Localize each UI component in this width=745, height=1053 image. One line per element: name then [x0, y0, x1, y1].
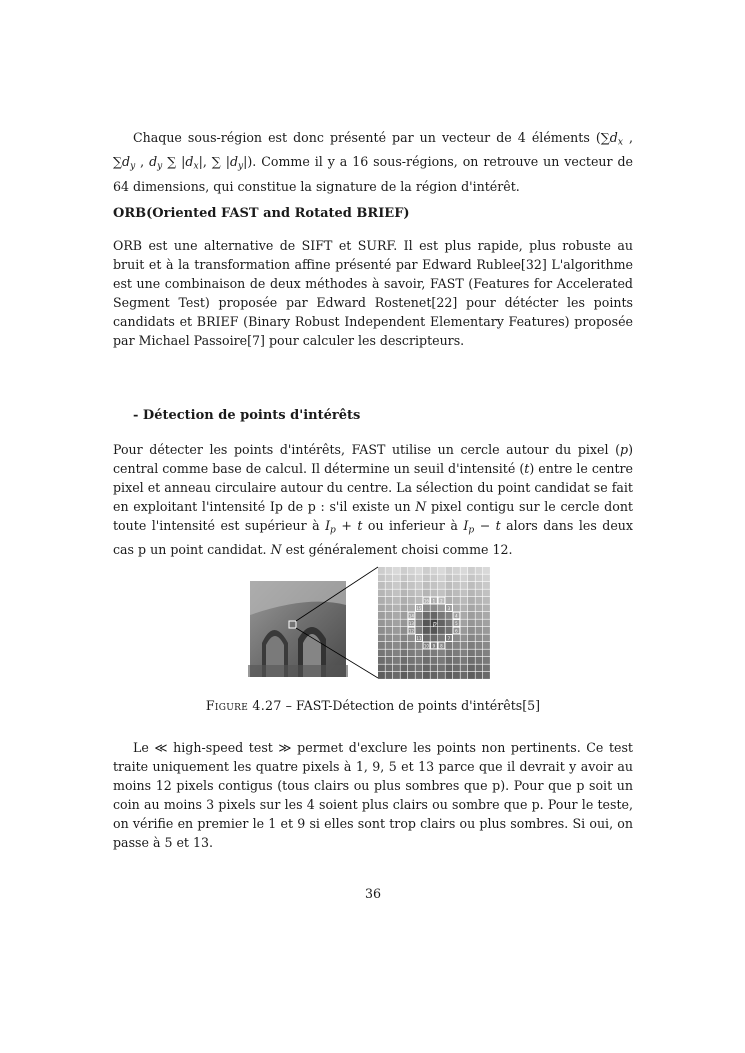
grid-pixel — [401, 567, 408, 574]
text-run: ∑ | — [162, 154, 186, 170]
grid-pixel — [423, 582, 430, 589]
grid-pixel — [446, 597, 453, 604]
grid-pixel — [446, 575, 453, 582]
circle-pixel-label: 4 — [455, 613, 458, 619]
grid-pixel — [461, 657, 468, 664]
circle-pixel-label: 6 — [455, 628, 458, 634]
grid-pixel — [408, 575, 415, 582]
grid-pixel — [401, 582, 408, 589]
grid-pixel — [378, 567, 385, 574]
grid-pixel — [431, 635, 438, 642]
grid-pixel — [416, 627, 423, 634]
circle-pixel-label: 8 — [440, 643, 443, 649]
circle-pixel-label: 7 — [447, 635, 451, 641]
circle-pixel-label: 13 — [408, 620, 414, 626]
grid-pixel — [416, 642, 423, 649]
circle-pixel-label: 15 — [416, 605, 422, 611]
sum-symbol: ∑ — [113, 154, 122, 170]
grid-pixel — [386, 642, 393, 649]
math-var: t — [524, 461, 530, 476]
grid-pixel — [393, 657, 400, 664]
grid-pixel — [446, 590, 453, 597]
grid-pixel — [461, 642, 468, 649]
grid-pixel — [408, 650, 415, 657]
section-heading-detection: - Détection de points d'intérêts — [133, 408, 361, 423]
grid-pixel — [438, 590, 445, 597]
math-subscript: x — [193, 161, 199, 172]
grid-pixel — [378, 642, 385, 649]
grid-pixel — [438, 582, 445, 589]
grid-pixel — [476, 605, 483, 612]
grid-pixel — [408, 605, 415, 612]
grid-pixel — [393, 567, 400, 574]
text-run: pixel contigu sur le cercle dont toute l'intensité est supérieur à — [113, 499, 633, 533]
grid-pixel — [423, 590, 430, 597]
grid-pixel — [453, 590, 460, 597]
grid-pixel — [378, 635, 385, 642]
grid-pixel — [423, 605, 430, 612]
grid-pixel — [461, 582, 468, 589]
grid-pixel — [423, 620, 430, 627]
grid-pixel — [386, 650, 393, 657]
circle-pixel-label: 5 — [455, 620, 458, 626]
fast-detection-figure — [248, 565, 498, 680]
grid-pixel — [393, 605, 400, 612]
grid-pixel — [378, 650, 385, 657]
grid-pixel — [446, 672, 453, 679]
grid-pixel — [423, 657, 430, 664]
text-run: |, ∑ | — [198, 154, 230, 170]
text-run: − — [474, 518, 496, 533]
grid-pixel — [476, 672, 483, 679]
figure-caption — [113, 696, 633, 715]
grid-pixel — [416, 650, 423, 657]
grid-pixel — [386, 627, 393, 634]
math-var: I — [463, 518, 469, 533]
grid-pixel — [446, 620, 453, 627]
grid-pixel — [431, 665, 438, 672]
grid-pixel — [401, 650, 408, 657]
circle-pixel-label: 9 — [432, 643, 436, 649]
grid-pixel — [416, 575, 423, 582]
text-run: , — [135, 154, 150, 170]
grid-pixel — [378, 612, 385, 619]
math-var: d — [185, 154, 194, 170]
grid-pixel — [401, 597, 408, 604]
grid-pixel — [468, 620, 475, 627]
grid-pixel — [483, 665, 490, 672]
grid-pixel — [438, 575, 445, 582]
grid-pixel — [423, 575, 430, 582]
grid-pixel — [431, 575, 438, 582]
grid-pixel — [408, 597, 415, 604]
grid-pixel — [461, 597, 468, 604]
math-var: t — [495, 518, 501, 533]
grid-pixel — [446, 657, 453, 664]
circle-pixel-label: 1 — [432, 598, 436, 604]
grid-pixel — [446, 612, 453, 619]
grid-pixel — [476, 635, 483, 642]
text-run: , — [622, 130, 633, 145]
grid-pixel — [468, 657, 475, 664]
grid-pixel — [438, 665, 445, 672]
grid-pixel — [393, 590, 400, 597]
grid-pixel — [393, 635, 400, 642]
grid-pixel — [446, 665, 453, 672]
grid-pixel — [468, 590, 475, 597]
center-pixel-label: p — [432, 620, 437, 628]
grid-pixel — [431, 672, 438, 679]
grid-pixel — [468, 582, 475, 589]
grid-pixel — [446, 582, 453, 589]
grid-pixel — [431, 650, 438, 657]
grid-pixel — [386, 620, 393, 627]
grid-pixel — [446, 642, 453, 649]
math-subscript: y — [157, 161, 163, 172]
circle-pixel-label: 3 — [447, 605, 451, 611]
grid-pixel — [453, 567, 460, 574]
grid-pixel — [483, 575, 490, 582]
grid-pixel — [483, 582, 490, 589]
math-var: N — [270, 542, 282, 558]
grid-pixel — [438, 605, 445, 612]
grid-pixel — [401, 657, 408, 664]
grid-pixel — [483, 605, 490, 612]
grid-pixel — [483, 590, 490, 597]
grid-pixel — [386, 605, 393, 612]
grid-pixel — [483, 642, 490, 649]
text-run: ) central comme base de calcul. Il détermine un seuil d'intensité ( — [113, 442, 633, 476]
grid-pixel — [416, 597, 423, 604]
grid-pixel — [393, 575, 400, 582]
grid-pixel — [431, 582, 438, 589]
grid-pixel — [386, 590, 393, 597]
grid-pixel — [423, 567, 430, 574]
grid-pixel — [378, 597, 385, 604]
grid-pixel — [423, 627, 430, 634]
text-run: Pour détecter les points d'intérêts, FAST utilise un cercle autour du pixel ( — [113, 442, 621, 457]
grid-pixel — [453, 635, 460, 642]
grid-pixel — [468, 612, 475, 619]
grid-pixel — [416, 620, 423, 627]
grid-pixel — [408, 582, 415, 589]
grid-pixel — [378, 620, 385, 627]
grid-pixel — [461, 567, 468, 574]
grid-pixel — [401, 612, 408, 619]
grid-pixel — [401, 590, 408, 597]
grid-pixel — [416, 657, 423, 664]
grid-pixel — [386, 657, 393, 664]
grid-pixel — [476, 567, 483, 574]
grid-pixel — [453, 657, 460, 664]
grid-pixel — [393, 650, 400, 657]
grid-pixel — [378, 575, 385, 582]
grid-pixel — [453, 650, 460, 657]
math-var: I — [325, 518, 331, 533]
grid-pixel — [386, 575, 393, 582]
grid-pixel — [461, 605, 468, 612]
grid-pixel — [378, 665, 385, 672]
grid-pixel — [483, 635, 490, 642]
grid-pixel — [423, 665, 430, 672]
grid-pixel — [408, 635, 415, 642]
grid-pixel — [476, 650, 483, 657]
grid-pixel — [483, 657, 490, 664]
grid-pixel — [438, 627, 445, 634]
grid-pixel — [461, 620, 468, 627]
page-number: 36 — [364, 886, 382, 901]
grid-pixel — [431, 657, 438, 664]
grid-pixel — [401, 672, 408, 679]
grid-pixel — [438, 620, 445, 627]
grid-pixel — [476, 597, 483, 604]
grid-pixel — [468, 642, 475, 649]
grid-pixel — [438, 612, 445, 619]
grid-pixel — [461, 635, 468, 642]
grid-pixel — [378, 657, 385, 664]
text-run: + — [335, 518, 358, 533]
grid-pixel — [416, 672, 423, 679]
grid-pixel — [453, 665, 460, 672]
grid-pixel — [476, 642, 483, 649]
grid-pixel — [431, 590, 438, 597]
grid-pixel — [461, 612, 468, 619]
grid-pixel — [453, 642, 460, 649]
grid-pixel — [416, 665, 423, 672]
grid-pixel — [393, 627, 400, 634]
grid-pixel — [431, 567, 438, 574]
grid-pixel — [461, 672, 468, 679]
grid-pixel — [386, 612, 393, 619]
grid-pixel — [401, 635, 408, 642]
grid-pixel — [393, 620, 400, 627]
grid-pixel — [408, 672, 415, 679]
circle-pixel-label: 14 — [408, 613, 414, 619]
grid-pixel — [386, 567, 393, 574]
grid-pixel — [393, 665, 400, 672]
grid-pixel — [483, 597, 490, 604]
grid-pixel — [423, 672, 430, 679]
grid-pixel — [446, 650, 453, 657]
text-run: alors dans les deux cas p un point candidat. — [113, 518, 633, 558]
grid-pixel — [386, 665, 393, 672]
grid-pixel — [476, 612, 483, 619]
circle-pixel-label: 11 — [416, 635, 422, 641]
grid-pixel — [378, 605, 385, 612]
grid-pixel — [438, 635, 445, 642]
grid-pixel — [423, 650, 430, 657]
grid-pixel — [408, 665, 415, 672]
paragraph-surf-vector — [113, 128, 633, 196]
grid-pixel — [386, 582, 393, 589]
grid-pixel — [438, 657, 445, 664]
grid-pixel — [408, 657, 415, 664]
grid-pixel — [476, 627, 483, 634]
math-var: d — [149, 154, 158, 170]
grid-pixel — [461, 650, 468, 657]
grid-pixel — [401, 575, 408, 582]
grid-pixel — [416, 567, 423, 574]
grid-pixel — [468, 575, 475, 582]
figure-caption-text: – FAST-Détection de points d'intérêts[5] — [281, 698, 541, 713]
grid-pixel — [483, 612, 490, 619]
grid-pixel — [461, 665, 468, 672]
grid-pixel — [401, 627, 408, 634]
section-heading-orb: ORB(Oriented FAST and Rotated BRIEF) — [113, 206, 410, 221]
circle-pixel-label: 16 — [423, 598, 429, 604]
math-subscript: y — [238, 161, 244, 172]
grid-pixel — [476, 590, 483, 597]
grid-pixel — [401, 605, 408, 612]
grid-pixel — [423, 612, 430, 619]
math-var: N — [415, 499, 427, 514]
grid-pixel — [438, 567, 445, 574]
grid-pixel — [476, 575, 483, 582]
grid-pixel — [453, 575, 460, 582]
grid-pixel — [408, 590, 415, 597]
grid-pixel — [386, 597, 393, 604]
grid-pixel — [468, 665, 475, 672]
grid-pixel — [386, 635, 393, 642]
grid-pixel — [461, 590, 468, 597]
text-run: est généralement choisi comme 12. — [281, 542, 513, 558]
grid-pixel — [408, 642, 415, 649]
math-subscript: p — [468, 525, 475, 536]
math-subscript: y — [130, 161, 136, 172]
grid-pixel — [468, 567, 475, 574]
grid-pixel — [468, 597, 475, 604]
grid-pixel — [378, 582, 385, 589]
grid-pixel — [476, 582, 483, 589]
grid-pixel — [416, 612, 423, 619]
paragraph-orb-intro: ORB est une alternative de SIFT et SURF. Il est plus rapide, plus robuste au bruit et à la transformation affine présenté par Edward Rublee[32] L'algorithme est une combinaison de deux méthodes à savoir, FAST (Features for Accelerated Segment Test) proposée par Edward Rostenet[22] pour détécter les points candidats et BRIEF (Binary Robust Independent Elementary Features) proposée par Michael Passoire[7] pour calculer les descripteurs. — [113, 238, 633, 348]
grid-pixel — [401, 642, 408, 649]
grid-pixel — [476, 620, 483, 627]
grid-pixel — [378, 627, 385, 634]
grid-pixel — [468, 635, 475, 642]
grid-pixel — [446, 567, 453, 574]
grid-pixel — [483, 672, 490, 679]
grid-pixel — [446, 627, 453, 634]
grid-pixel — [483, 620, 490, 627]
math-var: d — [229, 154, 238, 170]
grid-pixel — [393, 642, 400, 649]
circle-pixel-label: 2 — [440, 598, 443, 604]
grid-pixel — [461, 627, 468, 634]
grid-pixel — [393, 582, 400, 589]
grid-pixel — [461, 575, 468, 582]
text-run: Chaque sous-région est donc présenté par un vecteur de 4 éléments ( — [133, 130, 601, 145]
text-run: ) entre le centre pixel et anneau circulaire autour du centre. La sélection du point candidat se fait en exploitant l'intensité Ip de p : s'il existe un — [113, 461, 634, 514]
grid-pixel — [378, 672, 385, 679]
grid-pixel — [393, 612, 400, 619]
grid-pixel — [476, 665, 483, 672]
math-var: p — [620, 442, 629, 457]
grid-pixel — [378, 590, 385, 597]
figure-label: Figure 4.27 — [205, 698, 282, 713]
grid-pixel — [401, 620, 408, 627]
grid-pixel — [453, 597, 460, 604]
grid-pixel — [468, 605, 475, 612]
sum-symbol: ∑ — [600, 130, 610, 145]
grid-pixel — [468, 672, 475, 679]
grid-pixel — [408, 567, 415, 574]
grid-pixel — [393, 597, 400, 604]
grid-pixel — [401, 665, 408, 672]
math-var: d — [122, 154, 131, 170]
math-subscript: x — [617, 137, 623, 148]
grid-pixel — [431, 612, 438, 619]
grid-pixel — [483, 567, 490, 574]
grid-pixel — [453, 605, 460, 612]
grid-pixel — [438, 650, 445, 657]
grid-pixel — [431, 605, 438, 612]
text-run: |). Comme il y a 16 sous-régions, on retrouve un vecteur de 64 dimensions, qui constitue la signature de la région d'intérêt. — [113, 154, 633, 194]
grid-pixel — [453, 672, 460, 679]
circle-pixel-label: 10 — [423, 643, 429, 649]
grid-pixel — [483, 650, 490, 657]
grid-pixel — [476, 657, 483, 664]
math-var: t — [357, 518, 363, 533]
grid-pixel — [431, 627, 438, 634]
grid-pixel — [453, 582, 460, 589]
grid-pixel — [483, 627, 490, 634]
grid-pixel — [468, 650, 475, 657]
grid-pixel — [386, 672, 393, 679]
text-run: ou inferieur à — [362, 518, 464, 533]
grid-pixel — [438, 672, 445, 679]
math-subscript: p — [330, 525, 336, 536]
grid-pixel — [393, 672, 400, 679]
math-var: d — [609, 130, 618, 145]
grid-pixel — [468, 627, 475, 634]
grid-pixel — [416, 590, 423, 597]
paragraph-high-speed-test: Le ≪ high-speed test ≫ permet d'exclure les points non pertinents. Ce test traite uniquement les quatre pixels à 1, 9, 5 et 13 parce que il devrait y avoir au moins 12 pixels contigus (tous clairs ou plus sombres que p). Pour que p soit un coin au moins 3 pixels sur les 4 soient plus clairs ou sombre que p. Pour le teste, on vérifie en premier le 1 et 9 si elles sont trop clairs ou plus sombres. Si oui, on passe à 5 et 13. — [113, 740, 633, 850]
grid-pixel — [423, 635, 430, 642]
circle-pixel-label: 12 — [408, 628, 414, 634]
grid-pixel — [416, 582, 423, 589]
paragraph-fast-detection — [113, 440, 633, 559]
